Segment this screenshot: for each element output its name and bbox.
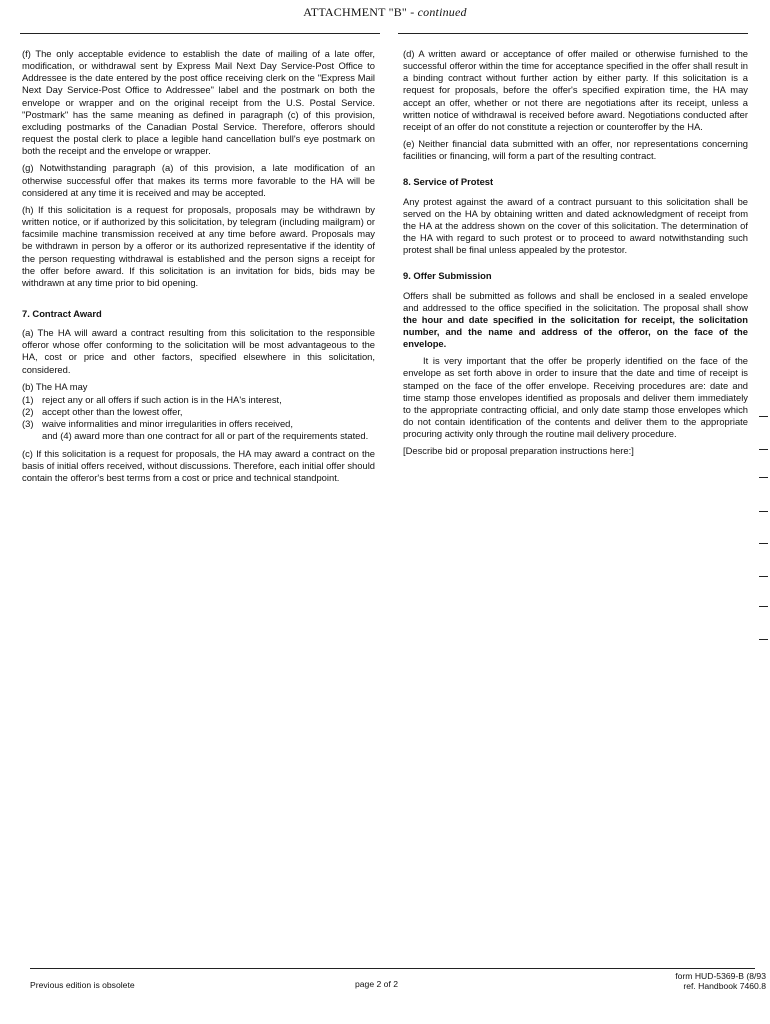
list-item bbox=[22, 418, 375, 430]
paragraph-7b-intro: (b) The HA may bbox=[22, 380, 88, 392]
page-number: page 2 of 2 bbox=[355, 979, 399, 989]
margin-mark bbox=[759, 606, 768, 607]
list-item bbox=[22, 406, 375, 418]
section-7-heading: 7. Contract Award bbox=[22, 307, 102, 319]
list-item-text: reject any or all offers if such action is in the HA's interest, bbox=[42, 393, 282, 405]
margin-mark bbox=[759, 639, 768, 640]
paragraph-8: Any protest against the award of a contract pursuant to this solicitation shall be served on the HA by obtaining written and dated acknowledgment of receipt from the HA at the address shown on the cover of this solicitation. The determination of the HA with regard to such protest or to proceed to award notwithstanding such protest shall be final unless appealed by the protestor. bbox=[403, 195, 748, 256]
section-8-heading: 8. Service of Protest bbox=[403, 176, 494, 188]
paragraph-f: (f) The only acceptable evidence to establish the date of mailing of a late offer, modification, or withdrawal sent by Express Mail Next Day Service-Post Office to Addressee is the date entered by the post office receiving clerk on the "Express Mail Next Day Service-Post Office to Addressee" label and the postmark on both the envelope or wrapper and on the original receipt from the U.S. Postal Service. "Postmark" has the same meaning as defined in paragraph (c) of this provision, excluding postmarks of the Canadian Postal Service. Therefore, offerors should request the postal clerk to place a legible hand cancellation bull's eye postmark on both the receipt and the envelope or wrapper. bbox=[22, 48, 375, 157]
page-header bbox=[0, 5, 770, 20]
paragraph-9a-bold: the hour and date specified in the solicitation for receipt, the solicitation number, and the name and address of the offeror, on the face of the envelope. bbox=[403, 313, 748, 350]
margin-mark bbox=[759, 477, 768, 478]
list-continuation-text: and (4) award more than one contract for all or part of the requirements stated. bbox=[42, 430, 369, 442]
paragraph-7a: (a) The HA will award a contract resulting from this solicitation to the responsible offeror whose offer conforming to the solicitation will be most advantageous to the HA, cost or price and other factors, specified elsewhere in this solicitation, considered. bbox=[22, 327, 375, 375]
margin-mark bbox=[759, 416, 768, 417]
edition-note: Previous edition is obsolete bbox=[30, 980, 135, 990]
form-number: form HUD-5369-B (8/93 bbox=[675, 971, 766, 981]
section-9-heading: 9. Offer Submission bbox=[403, 270, 492, 282]
right-column bbox=[403, 48, 748, 463]
left-column bbox=[22, 48, 375, 489]
handbook-reference: ref. Handbook 7460.8 bbox=[683, 981, 766, 991]
paragraph-d: (d) A written award or acceptance of offer mailed or otherwise furnished to the successful offeror within the time for acceptance specified in the offer shall result in a binding contract without further action by either party. If this solicitation is a request for proposals, before the offer's specified expiration time, the HA may accept an offer, whether or not there are negotiations after its receipt, unless a written notice of withdrawal is received before award. Negotiations conducted after receipt of an offer do not constitute a rejection or counteroffer by the HA. bbox=[403, 48, 748, 132]
list-item-number: (3) bbox=[22, 418, 34, 430]
margin-mark bbox=[759, 511, 768, 512]
margin-mark bbox=[759, 543, 768, 544]
form-reference bbox=[675, 971, 766, 991]
award-options-list bbox=[22, 394, 375, 443]
footer-rule bbox=[30, 968, 755, 969]
header-rule-left bbox=[20, 33, 380, 34]
paragraph-7c: (c) If this solicitation is a request for proposals, the HA may award a contract on the basis of initial offers received, without discussions. Therefore, each initial offer should contain the offeror's best terms from a cost or price and technical standpoint. bbox=[22, 447, 375, 483]
list-item-continuation bbox=[22, 430, 375, 442]
paragraph-g: (g) Notwithstanding paragraph (a) of this provision, a late modification of an otherwise successful offer that makes its terms more favorable to the HA will be considered at any time it is received and may be accepted. bbox=[22, 162, 375, 198]
paragraph-e: (e) Neither financial data submitted with an offer, nor representations concerning facilities or financing, will form a part of the resulting contract. bbox=[403, 138, 748, 162]
paragraph-9a bbox=[403, 290, 748, 351]
margin-mark bbox=[759, 576, 768, 577]
attachment-title: ATTACHMENT "B" bbox=[303, 5, 408, 19]
list-item-number: (2) bbox=[22, 406, 34, 418]
margin-mark bbox=[759, 449, 768, 450]
header-rule-right bbox=[398, 33, 748, 34]
list-item-text: waive informalities and minor irregularities in offers received, bbox=[42, 418, 293, 430]
list-item-text: accept other than the lowest offer, bbox=[42, 406, 183, 418]
paragraph-h: (h) If this solicitation is a request for proposals, proposals may be withdrawn by written notice, or if authorized by this solicitation, by telegram (including mailgram) or facsimile machine transmission received at any time before award. Proposals may be withdrawn in person by a offeror or its authorized representative if the identity of the person requesting withdrawal is established and the person signs a receipt for the offer before award. If this solicitation is an invitation for bids, bids may be withdrawn at any time prior to bid opening. bbox=[22, 203, 375, 288]
continued-label: - continued bbox=[407, 5, 467, 19]
list-item bbox=[22, 394, 375, 406]
paragraph-9a-plain: Offers shall be submitted as follows and shall be enclosed in a sealed envelope and addressed to the office specified in the solicitation. The proposal shall show bbox=[403, 289, 748, 313]
list-item-number: (1) bbox=[22, 393, 34, 405]
paragraph-9b: It is very important that the offer be properly identified on the face of the envelope as set forth above in order to insure that the date and time of receipt is stamped on the face of the offer envelope. Receiving procedures are: date and time stamp those envelopes identified as proposals and deliver them immediately to the appropriate contracting official, and only date stamp those envelopes which do not contain identification of the contents and deliver them to the appropriate procuring activity only through the routine mail delivery procedure. bbox=[403, 355, 748, 440]
paragraph-9c: [Describe bid or proposal preparation instructions here:] bbox=[403, 445, 634, 457]
